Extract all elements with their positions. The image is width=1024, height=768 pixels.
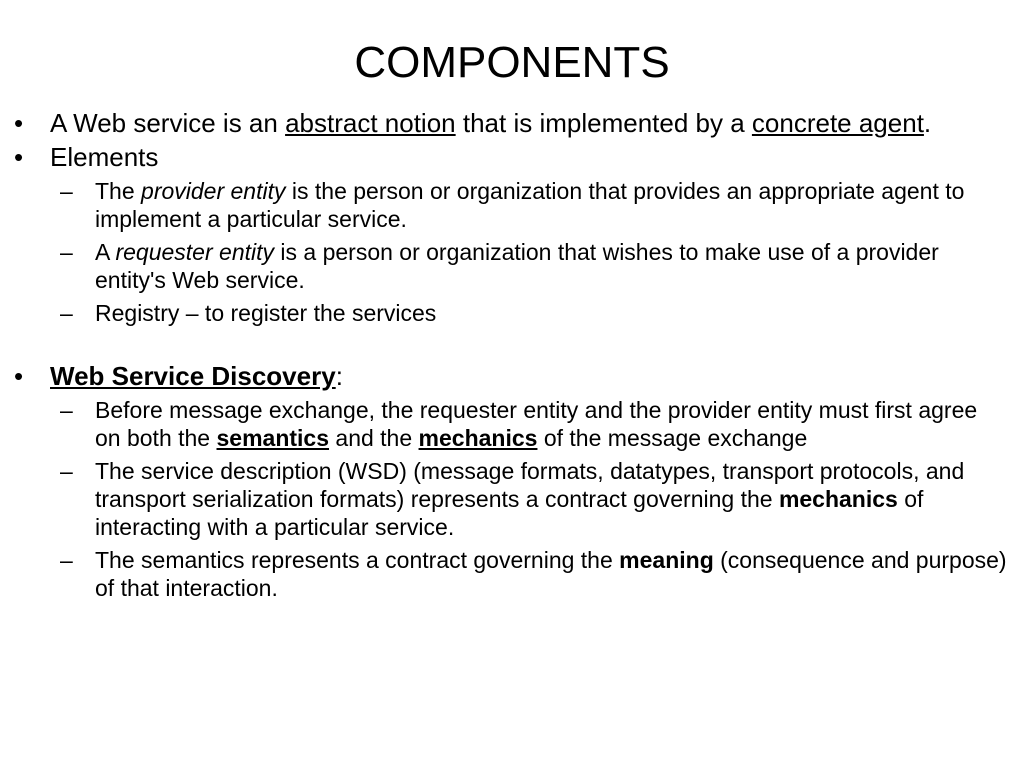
bullet-label: Elements [50,142,159,172]
slide-content [0,104,1024,602]
underlined-term-concrete-agent: concrete agent [751,108,924,138]
bullet-glyph: • [14,108,24,138]
text-segment: . [923,108,932,138]
sub-bullet-message-exchange [0,396,1024,452]
sub-bullet-registry [0,299,1024,327]
text-segment: and the [329,425,419,451]
bullet-glyph: • [14,361,24,391]
text-segment: of interacting with a particular service. [95,486,924,540]
bold-underlined-term-semantics: semantics [216,425,330,451]
dash-glyph: – [60,239,73,265]
text-segment: Before message exchange, the requester entity and the provider entity must first agree on both the [95,397,978,451]
text-segment: is the person or organization that provides an appropriate agent to implement a particular service. [95,178,965,232]
sub-bullet-semantics-contract [0,546,1024,602]
dash-glyph: – [60,547,73,573]
sub-bullet-requester-entity [0,238,1024,294]
spacer [0,327,1024,357]
sub-bullet-provider-entity [0,177,1024,233]
text-segment: that is implemented by a [455,108,752,138]
text-segment: A [95,239,116,265]
text-segment: is a person or organization that wishes to make use of a provider entity's Web service. [95,239,939,293]
text-segment: The service description (WSD) (message formats, datatypes, transport protocols, and transport serialization formats) represents a contract governing the [95,458,965,512]
text-segment: (consequence and purpose) of that interaction. [95,547,1007,601]
bullet-elements [0,142,1024,172]
text-segment: : [335,361,343,391]
sub-bullet-service-description [0,457,1024,541]
bullet-glyph: • [14,142,24,172]
bullet-web-service-discovery [0,361,1024,391]
dash-glyph: – [60,300,73,326]
text-segment: Registry – to register the services [95,300,437,326]
text-segment: The semantics represents a contract governing the [95,547,620,573]
text-segment: of the message exchange [537,425,808,451]
dash-glyph: – [60,458,73,484]
italic-term-requester-entity: requester entity [115,239,274,265]
bold-term-meaning: meaning [619,547,714,573]
bullet-web-service-definition [0,108,1024,138]
text-segment: The [95,178,142,204]
dash-glyph: – [60,397,73,423]
underlined-term-abstract-notion: abstract notion [285,108,456,138]
italic-term-provider-entity: provider entity [141,178,286,204]
text-segment: A Web service is an [50,108,286,138]
bold-underlined-heading-web-service-discovery: Web Service Discovery [50,361,336,391]
slide-title: COMPONENTS [354,38,670,87]
dash-glyph: – [60,178,73,204]
bold-underlined-term-mechanics: mechanics [418,425,538,451]
bold-term-mechanics: mechanics [778,486,898,512]
